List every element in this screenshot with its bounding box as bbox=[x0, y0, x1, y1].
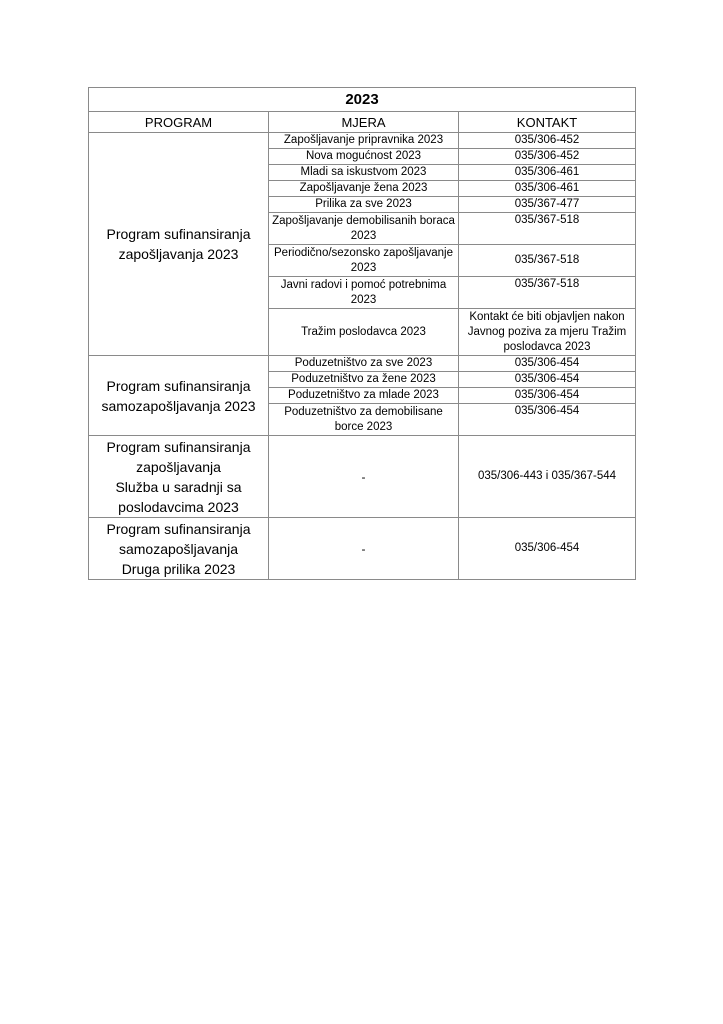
kontakt-cell: 035/306-461 bbox=[459, 181, 636, 197]
program-cell bbox=[89, 518, 269, 580]
mjera-cell: Periodično/sezonsko zapošljavanje 2023 bbox=[269, 245, 459, 277]
mjera-cell: Tražim poslodavca 2023 bbox=[269, 309, 459, 356]
kontakt-cell: 035/306-452 bbox=[459, 149, 636, 165]
mjera-cell: Mladi sa iskustvom 2023 bbox=[269, 165, 459, 181]
kontakt-cell: 035/306-454 bbox=[459, 372, 636, 388]
kontakt-cell: 035/367-518 bbox=[459, 245, 636, 277]
mjera-cell: - bbox=[269, 436, 459, 518]
mjera-cell: Poduzetništvo za žene 2023 bbox=[269, 372, 459, 388]
program-cell: Program sufinansiranja samozapošljavanja 2023 bbox=[89, 356, 269, 436]
program-cell: Program sufinansiranja zapošljavanja 2023 bbox=[89, 133, 269, 356]
program-line: Služba u saradnji sa poslodavcima 2023 bbox=[115, 478, 242, 515]
mjera-cell: Prilika za sve 2023 bbox=[269, 197, 459, 213]
mjera-cell: Nova mogućnost 2023 bbox=[269, 149, 459, 165]
table-row bbox=[89, 518, 636, 580]
kontakt-cell: 035/306-452 bbox=[459, 133, 636, 149]
header-row bbox=[89, 112, 636, 133]
header-kontakt: KONTAKT bbox=[459, 112, 636, 133]
program-line: Program sufinansiranja samozapošljavanja bbox=[106, 520, 251, 557]
kontakt-cell: 035/306-461 bbox=[459, 165, 636, 181]
table-row bbox=[89, 133, 636, 149]
kontakt-cell: 035/306-454 bbox=[459, 356, 636, 372]
kontakt-cell: 035/367-518 bbox=[459, 277, 636, 309]
kontakt-cell: 035/306-454 bbox=[459, 518, 636, 580]
header-program: PROGRAM bbox=[89, 112, 269, 133]
kontakt-cell: 035/306-443 i 035/367-544 bbox=[459, 436, 636, 518]
table-row bbox=[89, 436, 636, 518]
kontakt-cell: Kontakt će biti objavljen nakon Javnog poziva za mjeru Tražim poslodavca 2023 bbox=[459, 309, 636, 356]
program-cell bbox=[89, 436, 269, 518]
header-mjera: MJERA bbox=[269, 112, 459, 133]
mjera-cell: Poduzetništvo za mlade 2023 bbox=[269, 388, 459, 404]
mjera-cell: - bbox=[269, 518, 459, 580]
mjera-cell: Zapošljavanje pripravnika 2023 bbox=[269, 133, 459, 149]
mjera-cell: Javni radovi i pomoć potrebnima 2023 bbox=[269, 277, 459, 309]
kontakt-cell: 035/306-454 bbox=[459, 388, 636, 404]
mjera-cell: Zapošljavanje žena 2023 bbox=[269, 181, 459, 197]
kontakt-cell: 035/367-518 bbox=[459, 213, 636, 245]
mjera-cell: Zapošljavanje demobilisanih boraca 2023 bbox=[269, 213, 459, 245]
mjera-cell: Poduzetništvo za demobilisane borce 2023 bbox=[269, 404, 459, 436]
year-title: 2023 bbox=[89, 88, 636, 112]
program-line: Druga prilika 2023 bbox=[121, 560, 236, 577]
kontakt-cell: 035/367-477 bbox=[459, 197, 636, 213]
program-line: Program sufinansiranja zapošljavanja bbox=[106, 438, 251, 475]
mjera-cell: Poduzetništvo za sve 2023 bbox=[269, 356, 459, 372]
programs-table bbox=[88, 87, 636, 580]
kontakt-cell: 035/306-454 bbox=[459, 404, 636, 436]
table-row bbox=[89, 356, 636, 372]
